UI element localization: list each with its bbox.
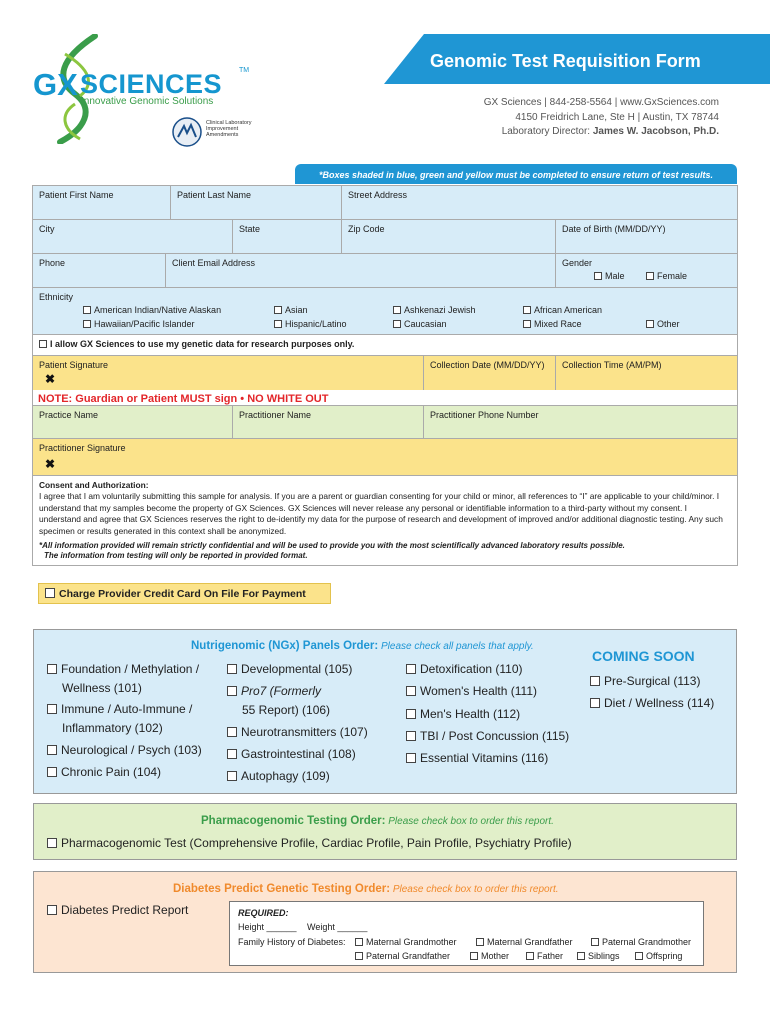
ethnicity-option[interactable]: [83, 319, 195, 329]
row-ethnicity: [33, 288, 737, 335]
dob-field[interactable]: [556, 220, 737, 253]
panel-option-115[interactable]: [406, 727, 569, 746]
checkbox-icon: [39, 340, 47, 348]
ethnicity-option[interactable]: [274, 319, 347, 329]
required-label: REQUIRED:: [238, 908, 289, 918]
pharmacogenomic-title-text: Pharmacogenomic Testing Order:: [201, 815, 386, 827]
panel-option-label: Pre-Surgical (113): [604, 674, 701, 688]
collection-date-field[interactable]: [424, 356, 556, 390]
panel-option-label: Essential Vitamins (116): [420, 751, 549, 765]
state-label: State: [239, 224, 261, 234]
panel-option-label: Immune / Auto-Immune /: [61, 702, 193, 716]
nutrigenomic-title: [191, 640, 534, 652]
checkbox-icon: [476, 938, 484, 946]
logo-trademark: TM: [239, 67, 250, 74]
relative-option[interactable]: [476, 937, 573, 947]
first-name-field[interactable]: [33, 186, 171, 219]
clia-seal-icon: [172, 117, 202, 147]
checkbox-icon: [227, 749, 237, 759]
research-consent-option[interactable]: [33, 335, 737, 355]
checkbox-icon: [45, 588, 55, 598]
checkbox-icon: [406, 709, 416, 719]
panel-option-label: Chronic Pain (104): [61, 765, 162, 779]
relative-label: Mother: [481, 951, 510, 961]
relative-option[interactable]: [355, 951, 450, 961]
checkbox-icon: [47, 905, 57, 915]
checkbox-icon: [355, 952, 363, 960]
required-notice: *Boxes shaded in blue, green and yellow must be completed to ensure return of test results.: [295, 164, 737, 184]
street-field[interactable]: [342, 186, 737, 219]
zip-field[interactable]: [342, 220, 556, 253]
checkbox-icon: [83, 306, 91, 314]
relative-label: Offspring: [646, 951, 683, 961]
practitioner-name-label: Practitioner Name: [239, 410, 312, 420]
practitioner-signature-label: Practitioner Signature: [39, 443, 126, 453]
checkbox-icon: [355, 938, 363, 946]
practice-name-field[interactable]: [33, 406, 233, 438]
checkbox-icon: [590, 698, 600, 708]
practitioner-name-field[interactable]: [233, 406, 424, 438]
practitioner-phone-label: Practitioner Phone Number: [430, 410, 539, 420]
ethnicity-option-label: Other: [657, 319, 680, 329]
format-note: The information from testing will only be reported in provided format.: [44, 551, 308, 561]
checkbox-icon: [227, 771, 237, 781]
ethnicity-option-label: Caucasian: [404, 319, 447, 329]
diabetes-title-text: Diabetes Predict Genetic Testing Order:: [173, 883, 391, 895]
checkbox-icon: [393, 306, 401, 314]
patient-form: [32, 185, 738, 566]
panel-option-105[interactable]: [227, 660, 352, 679]
checkbox-icon: [594, 272, 602, 280]
email-field[interactable]: [166, 254, 556, 287]
checkbox-icon: [47, 767, 57, 777]
practitioner-phone-field[interactable]: [424, 406, 737, 438]
ethnicity-option-label: Hawaiian/Pacific Islander: [94, 319, 195, 329]
checkbox-icon: [47, 664, 57, 674]
last-name-field[interactable]: [171, 186, 342, 219]
ethnicity-option[interactable]: [393, 319, 447, 329]
relative-option[interactable]: [355, 937, 457, 947]
checkbox-icon: [406, 686, 416, 696]
panel-option-102[interactable]: [47, 700, 192, 738]
first-name-label: Patient First Name: [39, 190, 114, 200]
pharmacogenomic-subtitle: Please check box to order this report.: [385, 816, 554, 827]
confidential-note: *All information provided will remain strictly confidential and will be used to provide you with the most scientifically advanced laboratory results possible.: [39, 541, 625, 551]
collection-time-label: Collection Time (AM/PM): [562, 360, 662, 370]
panel-option-110[interactable]: [406, 660, 523, 679]
consent-body: I agree that I am voluntarily submitting this sample for analysis. If you are a parent or guardian consenting for your child or minor, all references to “I” are applicable to your child/minor. I understand that my samples become the property of GX Sciences. GX Sciences will never release any personal or identifiable information to a third-party without my consent. I understand and agree that GX Sciences reserves the right to de-identify my data for the purpose of research and development of improved and/or additional diagnostic testing. Any such specimen or results generated in this context shall be anonymized.: [39, 491, 723, 536]
panel-option-label: Neurotransmitters (107): [241, 725, 368, 739]
checkbox-icon: [590, 676, 600, 686]
gender-label: Gender: [562, 258, 593, 268]
weight-field[interactable]: Weight ______: [307, 922, 368, 932]
gender-male-label: Male: [605, 271, 625, 281]
diabetes-subtitle: Please check box to order this report.: [390, 884, 559, 895]
signature-note: NOTE: Guardian or Patient MUST sign • NO WHITE OUT: [38, 393, 329, 405]
nutrigenomic-title-text: Nutrigenomic (NGx) Panels Order:: [191, 640, 379, 652]
contact-line: GX Sciences | 844-258-5564 | www.GxSciences.com: [483, 97, 719, 108]
lab-contact-info: [484, 96, 719, 140]
checkbox-icon: [393, 320, 401, 328]
collection-time-field[interactable]: [556, 356, 737, 390]
ethnicity-option-label: American Indian/Native Alaskan: [94, 305, 222, 315]
logo-gx: GX: [33, 67, 78, 102]
collection-date-label: Collection Date (MM/DD/YY): [430, 360, 545, 370]
phone-label: Phone: [39, 258, 66, 268]
panel-option-107[interactable]: [227, 723, 368, 742]
panel-option-label: Men's Health (112): [420, 707, 521, 721]
ethnicity-option-label: Asian: [285, 305, 308, 315]
gender-female-label: Female: [657, 271, 688, 281]
panel-option-label: Diet / Wellness (114): [604, 696, 715, 710]
panel-option-label: TBI / Post Concussion (115): [420, 729, 570, 743]
panel-option-103[interactable]: [47, 741, 202, 760]
row-patient-signature: [33, 356, 737, 390]
relative-option[interactable]: [526, 951, 563, 961]
director-line: [484, 125, 719, 140]
row-consent: [33, 476, 737, 565]
logo-tagline: Innovative Genomic Solutions: [81, 96, 214, 107]
zip-label: Zip Code: [348, 224, 385, 234]
checkbox-icon: [406, 664, 416, 674]
ethnicity-option[interactable]: [274, 305, 308, 315]
relative-label: Maternal Grandfather: [487, 937, 573, 947]
checkbox-icon: [523, 306, 531, 314]
panel-option-104[interactable]: [47, 763, 161, 782]
patient-signature-field[interactable]: [33, 356, 424, 390]
checkbox-icon: [227, 727, 237, 737]
row-practice: [33, 406, 737, 439]
pharmacogenomic-option-label: Pharmacogenomic Test (Comprehensive Profile, Cardiac Profile, Pain Profile, Psychiatry Profile): [61, 836, 572, 850]
ethnicity-option[interactable]: [83, 305, 221, 315]
credit-card-option[interactable]: [38, 583, 331, 604]
panel-option-label: 55 Report) (106): [242, 703, 331, 717]
checkbox-icon: [646, 272, 654, 280]
checkbox-icon: [470, 952, 478, 960]
panel-option-label: Neurological / Psych (103): [61, 743, 202, 757]
research-consent-label: I allow GX Sciences to use my genetic data for research purposes only.: [50, 339, 355, 349]
pharmacogenomic-title: [201, 815, 554, 827]
panel-option-label: Wellness (101): [62, 681, 142, 695]
checkbox-icon: [47, 745, 57, 755]
panel-option-label: Foundation / Methylation /: [61, 662, 200, 676]
panel-option-label: Gastrointestinal (108): [241, 747, 356, 761]
relative-label: Paternal Grandfather: [366, 951, 451, 961]
relative-option[interactable]: [470, 951, 509, 961]
panel-option-109[interactable]: [227, 767, 330, 786]
relative-label: Father: [537, 951, 564, 961]
panel-option-label: Detoxification (110): [420, 662, 523, 676]
director-name: James W. Jacobson, Ph.D.: [592, 126, 719, 137]
gender-female-option[interactable]: [646, 271, 687, 281]
checkbox-icon: [523, 320, 531, 328]
sign-here-x-icon: ✖: [45, 372, 56, 386]
ethnicity-option-label: Hispanic/Latino: [285, 319, 347, 329]
diabetes-required-box: [229, 901, 704, 966]
dob-label: Date of Birth (MM/DD/YY): [562, 224, 666, 234]
consent-block: [33, 476, 737, 565]
ethnicity-option-label: African American: [534, 305, 603, 315]
panel-option-116[interactable]: [406, 749, 548, 768]
checkbox-icon: [47, 704, 57, 714]
family-history-label: Family History of Diabetes:: [238, 937, 346, 947]
ethnicity-option[interactable]: [523, 319, 582, 329]
nutrigenomic-subtitle: Please check all panels that apply.: [378, 641, 534, 652]
checkbox-icon: [406, 753, 416, 763]
checkbox-icon: [274, 306, 282, 314]
panel-option-111[interactable]: [406, 682, 537, 701]
panel-option-114[interactable]: [590, 694, 714, 713]
checkbox-icon: [47, 838, 57, 848]
form-title: Genomic Test Requisition Form: [430, 51, 701, 71]
clia-text: Clinical Laboratory Improvement Amendments: [206, 120, 252, 138]
checkbox-icon: [577, 952, 585, 960]
relative-option[interactable]: [635, 951, 682, 961]
consent-heading: Consent and Authorization:: [39, 480, 149, 490]
ethnicity-option[interactable]: [523, 305, 602, 315]
checkbox-icon: [635, 952, 643, 960]
row-practitioner-signature: [33, 439, 737, 476]
practice-name-label: Practice Name: [39, 410, 99, 420]
panel-option-label: Pro7 (Formerly: [241, 684, 322, 698]
checkbox-icon: [526, 952, 534, 960]
panel-option-112[interactable]: [406, 705, 520, 724]
last-name-label: Patient Last Name: [177, 190, 252, 200]
credit-card-label: Charge Provider Credit Card On File For Payment: [59, 588, 306, 600]
panel-option-108[interactable]: [227, 745, 356, 764]
panel-option-label: Autophagy (109): [241, 769, 330, 783]
state-field[interactable]: [233, 220, 342, 253]
ethnicity-option-label: Mixed Race: [534, 319, 582, 329]
panel-option-label: Developmental (105): [241, 662, 353, 676]
checkbox-icon: [274, 320, 282, 328]
patient-signature-label: Patient Signature: [39, 360, 109, 370]
relative-label: Maternal Grandmother: [366, 937, 457, 947]
checkbox-icon: [591, 938, 599, 946]
relative-label: Siblings: [588, 951, 620, 961]
address-line: 4150 Freidrich Lane, Ste H | Austin, TX 78744: [515, 111, 719, 123]
row-name: [33, 186, 737, 220]
ethnicity-option-label: Ashkenazi Jewish: [404, 305, 476, 315]
height-field[interactable]: Height ______: [238, 922, 297, 932]
panel-option-113[interactable]: [590, 672, 700, 691]
pharmacogenomic-option[interactable]: [47, 834, 572, 853]
panel-option-101[interactable]: [47, 660, 199, 698]
director-label: Laboratory Director:: [501, 126, 593, 137]
ethnicity-label: Ethnicity: [39, 292, 74, 302]
sign-here-x-icon: ✖: [45, 457, 56, 471]
email-label: Client Email Address: [172, 258, 256, 268]
panel-option-106[interactable]: [227, 682, 330, 720]
checkbox-icon: [83, 320, 91, 328]
row-research-consent: [33, 335, 737, 356]
phone-field[interactable]: [33, 254, 166, 287]
diabetes-option-label: Diabetes Predict Report: [61, 903, 189, 917]
street-label: Street Address: [348, 190, 408, 200]
panel-option-label: Inflammatory (102): [62, 721, 163, 735]
diabetes-title: [173, 883, 559, 895]
logo-sciences: SCIENCES: [80, 69, 223, 99]
row-contact: [33, 254, 737, 288]
checkbox-icon: [646, 320, 654, 328]
ethnicity-field: [33, 288, 737, 334]
checkbox-icon: [227, 686, 237, 696]
checkbox-icon: [227, 664, 237, 674]
checkbox-icon: [406, 731, 416, 741]
relative-option[interactable]: [577, 951, 620, 961]
gender-male-option[interactable]: [594, 271, 625, 281]
coming-soon-heading: COMING SOON: [592, 648, 695, 664]
city-label: City: [39, 224, 55, 234]
practitioner-signature-field[interactable]: [33, 439, 737, 475]
ethnicity-option[interactable]: [393, 305, 476, 315]
panel-option-label: Women's Health (111): [420, 684, 538, 698]
ethnicity-option[interactable]: [646, 319, 680, 329]
city-field[interactable]: [33, 220, 233, 253]
relative-label: Paternal Grandmother: [602, 937, 692, 947]
diabetes-option[interactable]: [47, 901, 188, 920]
gender-field: [556, 254, 737, 287]
row-city: [33, 220, 737, 254]
relative-option[interactable]: [591, 937, 691, 947]
